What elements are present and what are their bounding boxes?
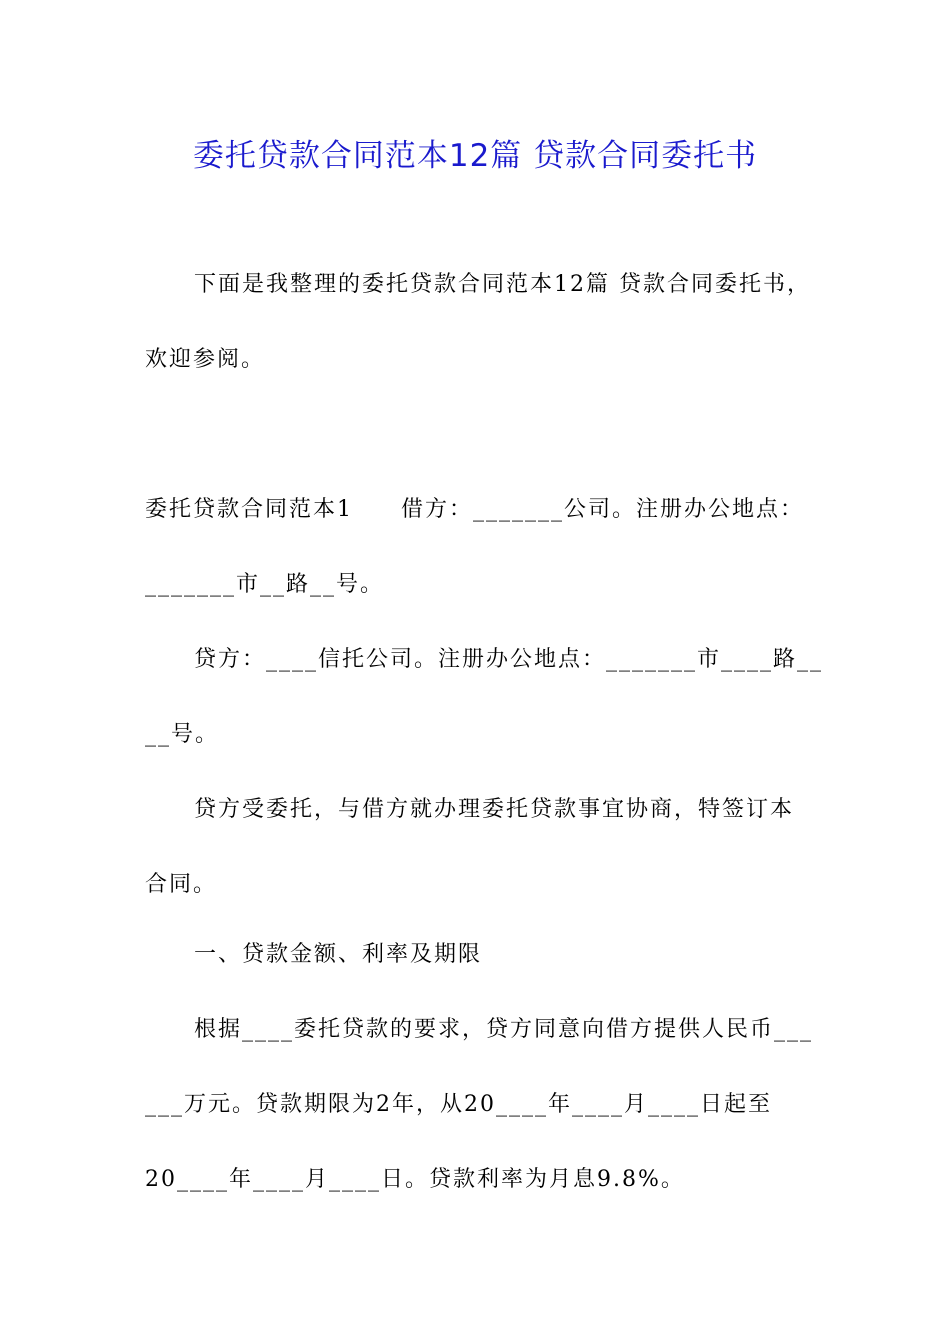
paragraph-parties-line-1: 委托贷款合同范本1 借方：_______公司。注册办公地点： [145,497,804,522]
paragraph-intro-line-2: 欢迎参阅。 [145,347,266,372]
section-heading-loan-terms: 一、贷款金额、利率及期限 [194,942,483,967]
paragraph-loan-line-2: ___万元。贷款期限为2年，从20____年____月____日起至 [145,1092,772,1117]
paragraph-agreement-line-1: 贷方受委托，与借方就办理委托贷款事宜协商，特签订本 [194,797,795,822]
document-title: 委托贷款合同范本12篇 贷款合同委托书 [192,138,758,174]
paragraph-lender-line-1: 贷方：____信托公司。注册办公地点：_______市____路__ [194,647,824,672]
paragraph-intro-line-1: 下面是我整理的委托贷款合同范本12篇 贷款合同委托书， [194,272,811,297]
paragraph-parties-line-2: _______市__路__号。 [145,572,385,597]
paragraph-loan-line-1: 根据____委托贷款的要求，贷方同意向借方提供人民币___ [194,1017,814,1042]
paragraph-loan-line-3: 20____年____月____日。贷款利率为月息9.8%。 [145,1167,685,1192]
paragraph-agreement-line-2: 合同。 [145,872,218,897]
paragraph-lender-line-2: __号。 [145,722,220,747]
